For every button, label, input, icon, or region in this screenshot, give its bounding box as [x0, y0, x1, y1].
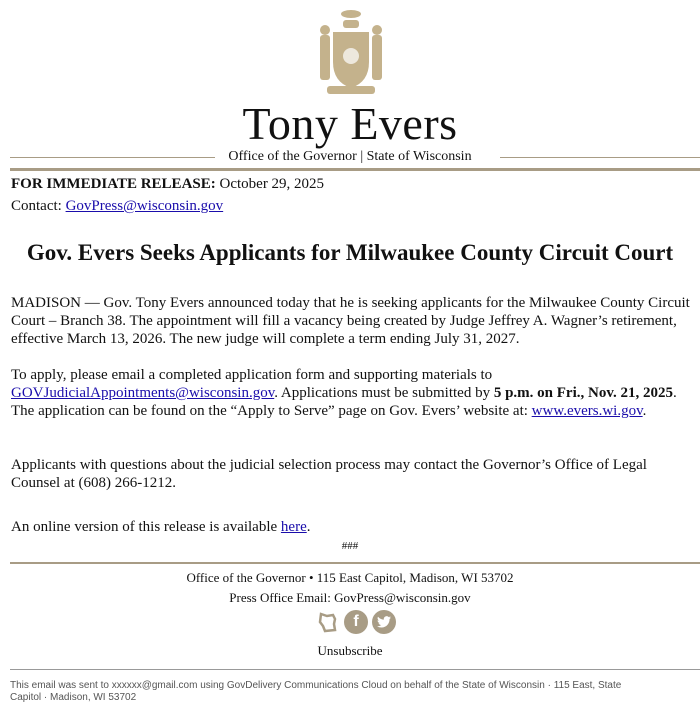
- wisconsin-icon[interactable]: [316, 610, 340, 634]
- release-title: Gov. Evers Seeks Applicants for Milwaukee County Circuit Court: [26, 240, 674, 265]
- contact-email-link[interactable]: GovPress@wisconsin.gov: [65, 198, 224, 214]
- release-label: FOR IMMEDIATE RELEASE:: [11, 176, 216, 192]
- end-mark: ###: [341, 540, 359, 552]
- footer-divider: [10, 562, 700, 564]
- online-text: .: [306, 519, 311, 535]
- paragraph-apply: [11, 366, 697, 420]
- delivery-disclaimer: This email was sent to xxxxxx@gmail.com using GovDelivery Communications Cloud on behalf of the State of Wisconsin · 115 East, State Capitol · Madison, WI 53702: [10, 680, 622, 703]
- header-subtitle-row: [0, 148, 700, 168]
- twitter-icon[interactable]: [372, 610, 396, 634]
- paragraph-announcement: MADISON — Gov. Tony Evers announced today that he is seeking applicants for the Milwaukee County Circuit Court – Branch 38. The appointment will fill a vacancy being created by Judge Jeffrey A. Wagner’s retirement, effective March 13, 2026. The new judge will complete a term ending July 31, 2027.: [11, 295, 690, 347]
- footer-press-email: Press Office Email: GovPress@wisconsin.gov: [229, 590, 471, 605]
- footer-address: Office of the Governor • 115 East Capitol, Madison, WI 53702: [186, 570, 514, 585]
- governor-name: Tony Evers: [242, 98, 458, 149]
- header-divider: [10, 168, 700, 171]
- apply-text: . Applications must be submitted by: [274, 385, 494, 401]
- apply-text: . The application can be found on the “Apply to Serve” page on Gov. Evers’ website at:: [11, 385, 677, 419]
- release-date: October 29, 2025: [215, 176, 325, 192]
- wisconsin-seal-logo: [313, 8, 389, 104]
- contact-line: [11, 197, 697, 215]
- contact-label: Contact:: [11, 198, 66, 214]
- facebook-icon[interactable]: [344, 610, 368, 634]
- facebook-glyph: f: [353, 613, 359, 630]
- judicial-appointments-email-link[interactable]: GOVJudicialAppointments@wisconsin.gov: [11, 385, 275, 401]
- apply-text: .: [642, 403, 647, 419]
- disclaimer-divider: [10, 669, 700, 670]
- paragraph-online-version: [11, 518, 697, 536]
- social-icons: [316, 610, 396, 634]
- deadline: 5 p.m. on Fri., Nov. 21, 2025: [493, 385, 674, 401]
- paragraph-questions: Applicants with questions about the judicial selection process may contact the Governor’s Office of Legal Counsel at (608) 266-1212.: [11, 457, 647, 491]
- evers-website-link[interactable]: www.evers.wi.gov: [531, 403, 643, 419]
- unsubscribe-link[interactable]: Unsubscribe: [317, 643, 383, 658]
- header-subtitle: Office of the Governor | State of Wisconsin: [218, 149, 481, 164]
- online-text: An online version of this release is available: [11, 519, 281, 535]
- apply-text: To apply, please email a completed application form and supporting materials to: [11, 367, 493, 383]
- release-line: [11, 175, 697, 193]
- online-version-link[interactable]: here: [280, 519, 307, 535]
